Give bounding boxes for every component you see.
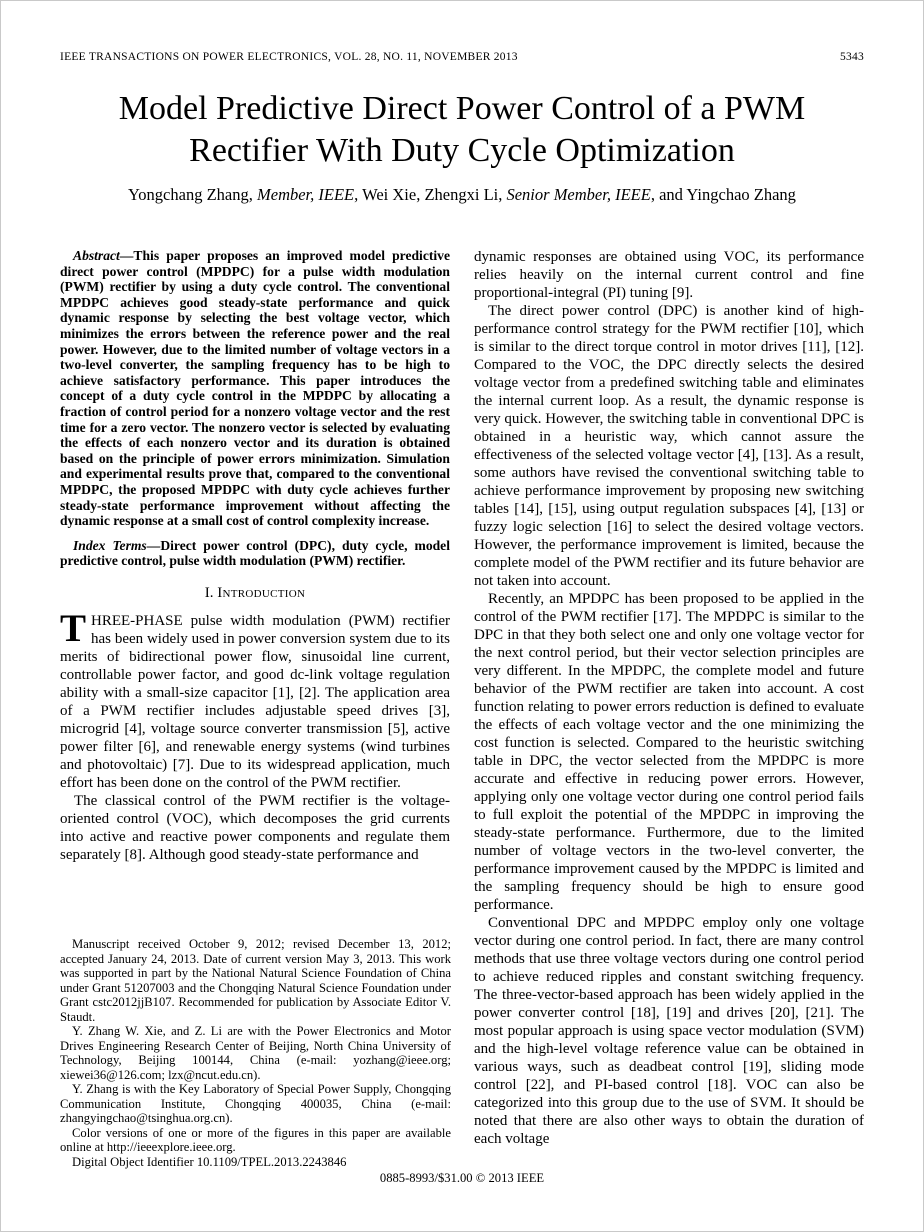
- paper-title-line1: Model Predictive Direct Power Control of a PWM: [118, 90, 806, 127]
- footnote-affiliation-2: Y. Zhang is with the Key Laboratory of Special Power Supply, Chongqing Communication Institute, Chongqing 400035, China (e-mail: zhangyingchao@tsinghua.org.cn).: [60, 1082, 451, 1125]
- page-number: 5343: [840, 51, 864, 63]
- running-header: [60, 51, 864, 63]
- section-title: Introduction: [217, 584, 306, 601]
- copyright-notice: 0885-8993/$31.00 © 2013 IEEE: [379, 1171, 545, 1185]
- index-terms-text: Direct power control (DPC), duty cycle, model predictive control, pulse width modulation (PWM) rectifier.: [60, 537, 450, 569]
- senior-member-designation: Senior Member, IEEE: [506, 185, 651, 204]
- section-heading-introduction: [60, 584, 450, 602]
- index-terms-paragraph: [60, 538, 450, 569]
- paper-title-line2: Rectifier With Duty Cycle Optimization: [189, 132, 735, 169]
- index-terms-label: Index Terms—: [73, 537, 161, 553]
- journal-header: IEEE TRANSACTIONS ON POWER ELECTRONICS, VOL. 28, NO. 11, NOVEMBER 2013: [60, 51, 518, 63]
- intro-paragraph-2: The classical control of the PWM rectifier is the voltage-oriented control (VOC), which decomposes the grid currents into active and reactive power components and regulate them separately [8]. Although good steady-state performance and: [60, 792, 450, 863]
- intro-paragraph-1-text: HREE-PHASE pulse width modulation (PWM) rectifier has been widely used in power conversion system due to its merits of bidirectional power flow, sinusoidal line current, controllable power factor, and good dc-link voltage regulation ability with a small-size capacitor [1], [2]. The application area of a PWM rectifier includes adjustable speed drives [3], microgrid [4], voltage source converter transmission [5], active power filter [6], and renewable energy systems (wind turbines and photovoltaic) [7]. Due to its widespread application, much effort has been done on the control of the PWM rectifier.: [60, 612, 450, 791]
- intro-paragraph-6: Conventional DPC and MPDPC employ only one voltage vector during one control period. In fact, there are many control methods that use three voltage vectors during one control period to achieve reduced ripples and constant switching frequency. The three-vector-based approach has been widely applied in the power converter control [18], [19] and drives [20], [21]. The most popular approach is using space vector modulation (SVM) and the high-level voltage reference value can be obtained in various ways, such as deadbeat control [19], sliding mode control [22], and PI-based control [18]. VOC can also be categorized into this group due to the use of SVM. It should be noted that there are also other ways to obtain the duration of each voltage: [474, 915, 864, 1147]
- member-designation: Member, IEEE: [257, 185, 355, 204]
- footnote-manuscript-history: Manuscript received October 9, 2012; revised December 13, 2012; accepted January 24, 2013. Date of current version May 3, 2013. This work was supported in part by the National Natural Science Foundation of China under Grant 51207003 and the Chongqing Natural Science Foundation under Grant cstc2012jjB107. Recommended for publication by Associate Editor V. Staudt.: [60, 937, 451, 1024]
- drop-cap: T: [60, 606, 87, 650]
- abstract-label: Abstract—: [73, 248, 134, 263]
- first-page-footnotes: [60, 937, 451, 1169]
- footnote-color-versions: Color versions of one or more of the figures in this paper are available online at http://ieeexplore.ieee.org.: [60, 1125, 451, 1154]
- intro-paragraph-3: dynamic responses are obtained using VOC, its performance relies heavily on the internal current control and fine proportional-integral (PI) tuning [9].: [474, 249, 864, 301]
- author-byline: [60, 185, 864, 205]
- abstract-paragraph: [60, 248, 450, 529]
- footnote-affiliation-1: Y. Zhang W. Xie, and Z. Li are with the Power Electronics and Motor Drives Engineering Research Center of Beijing, North China University of Technology, Beijing 100144, China (e-mail: yozhang@ieee.org; xiewei36@126.com; lzx@ncut.edu.cn).: [60, 1024, 451, 1082]
- author-name: Yongchang Zhang,: [128, 185, 257, 204]
- right-column: [474, 248, 864, 1148]
- paper-title: [60, 88, 864, 172]
- footnote-doi: Digital Object Identifier 10.1109/TPEL.2013.2243846: [72, 1154, 347, 1169]
- abstract-text: This paper proposes an improved model predictive direct power control (MPDPC) for a pulse width modulation (PWM) rectifier by using a duty cycle control. The conventional MPDPC achieves good steady-state performance and quick dynamic response by selecting the best voltage vector, which minimizes the errors between the reference power and the real power. However, due to the limited number of voltage vectors in a two-level converter, the sampling frequency has to be high to achieve satisfactory performance. This paper introduces the concept of a duty cycle control in the MPDPC by allocating a fraction of control period for a nonzero voltage vector and the rest time for a zero vector. The nonzero vector is selected by evaluating the effects of each nonzero vector and its duration is obtained based on the principle of power errors minimization. Simulation and experimental results prove that, compared to the conventional MPDPC, the proposed MPDPC with duty cycle achieves further steady-state performance improvement without affecting the dynamic response at a small cost of control complexity increase.: [60, 248, 450, 529]
- intro-paragraph-5: Recently, an MPDPC has been proposed to be applied in the control of the PWM rectifier [17]. The MPDPC is similar to the DPC in that they both select one and only one voltage vector for the next control period, but their vector selection principles are very different. In the MPDPC, the complete model and future behavior of the PWM rectifier are taken into account. A cost function relating to power errors reduction is defined to evaluate the effects of each voltage vector and the one minimizing the cost function is selected. Compared to the heuristic switching table in DPC, the vector selected from the MPDPC is more accurate and effective in reducing power errors. However, applying only one voltage vector during one control period fails to full exploit the potential of the MPDPC in improving the steady-state performance. Furthermore, due to the limited number of voltage vectors in the two-level converter, the performance improvement caused by the MPDPC is limited and the sampling frequency should be high to ensure good performance.: [474, 591, 864, 913]
- intro-paragraph-1: [60, 606, 450, 792]
- section-number: I.: [204, 584, 214, 601]
- author-name-last: , and Yingchao Zhang: [650, 185, 796, 204]
- intro-paragraph-4: The direct power control (DPC) is another kind of high-performance control strategy for the PWM rectifier [10], which is similar to the direct torque control in motor drives [11], [12]. Compared to the VOC, the DPC directly selects the desired voltage vector from a predefined switching table and eliminates the internal current loop. As a result, the dynamic response is very quick. However, the switching table in conventional DPC is obtained in a heuristic way, which cannot assure the effectiveness of the selected voltage vector [4], [13]. As a result, some authors have revised the conventional switching table to achieve performance improvement by proposing new switching tables [14], [15], using output regulation subspaces [4], [13] or fuzzy logic selection [16] to select the desired voltage vectors. However, the performance improvement is limited, because the complete model of the PWM rectifier and its future behavior are not taken into account.: [474, 303, 864, 589]
- author-names: , Wei Xie, Zhengxi Li,: [354, 185, 507, 204]
